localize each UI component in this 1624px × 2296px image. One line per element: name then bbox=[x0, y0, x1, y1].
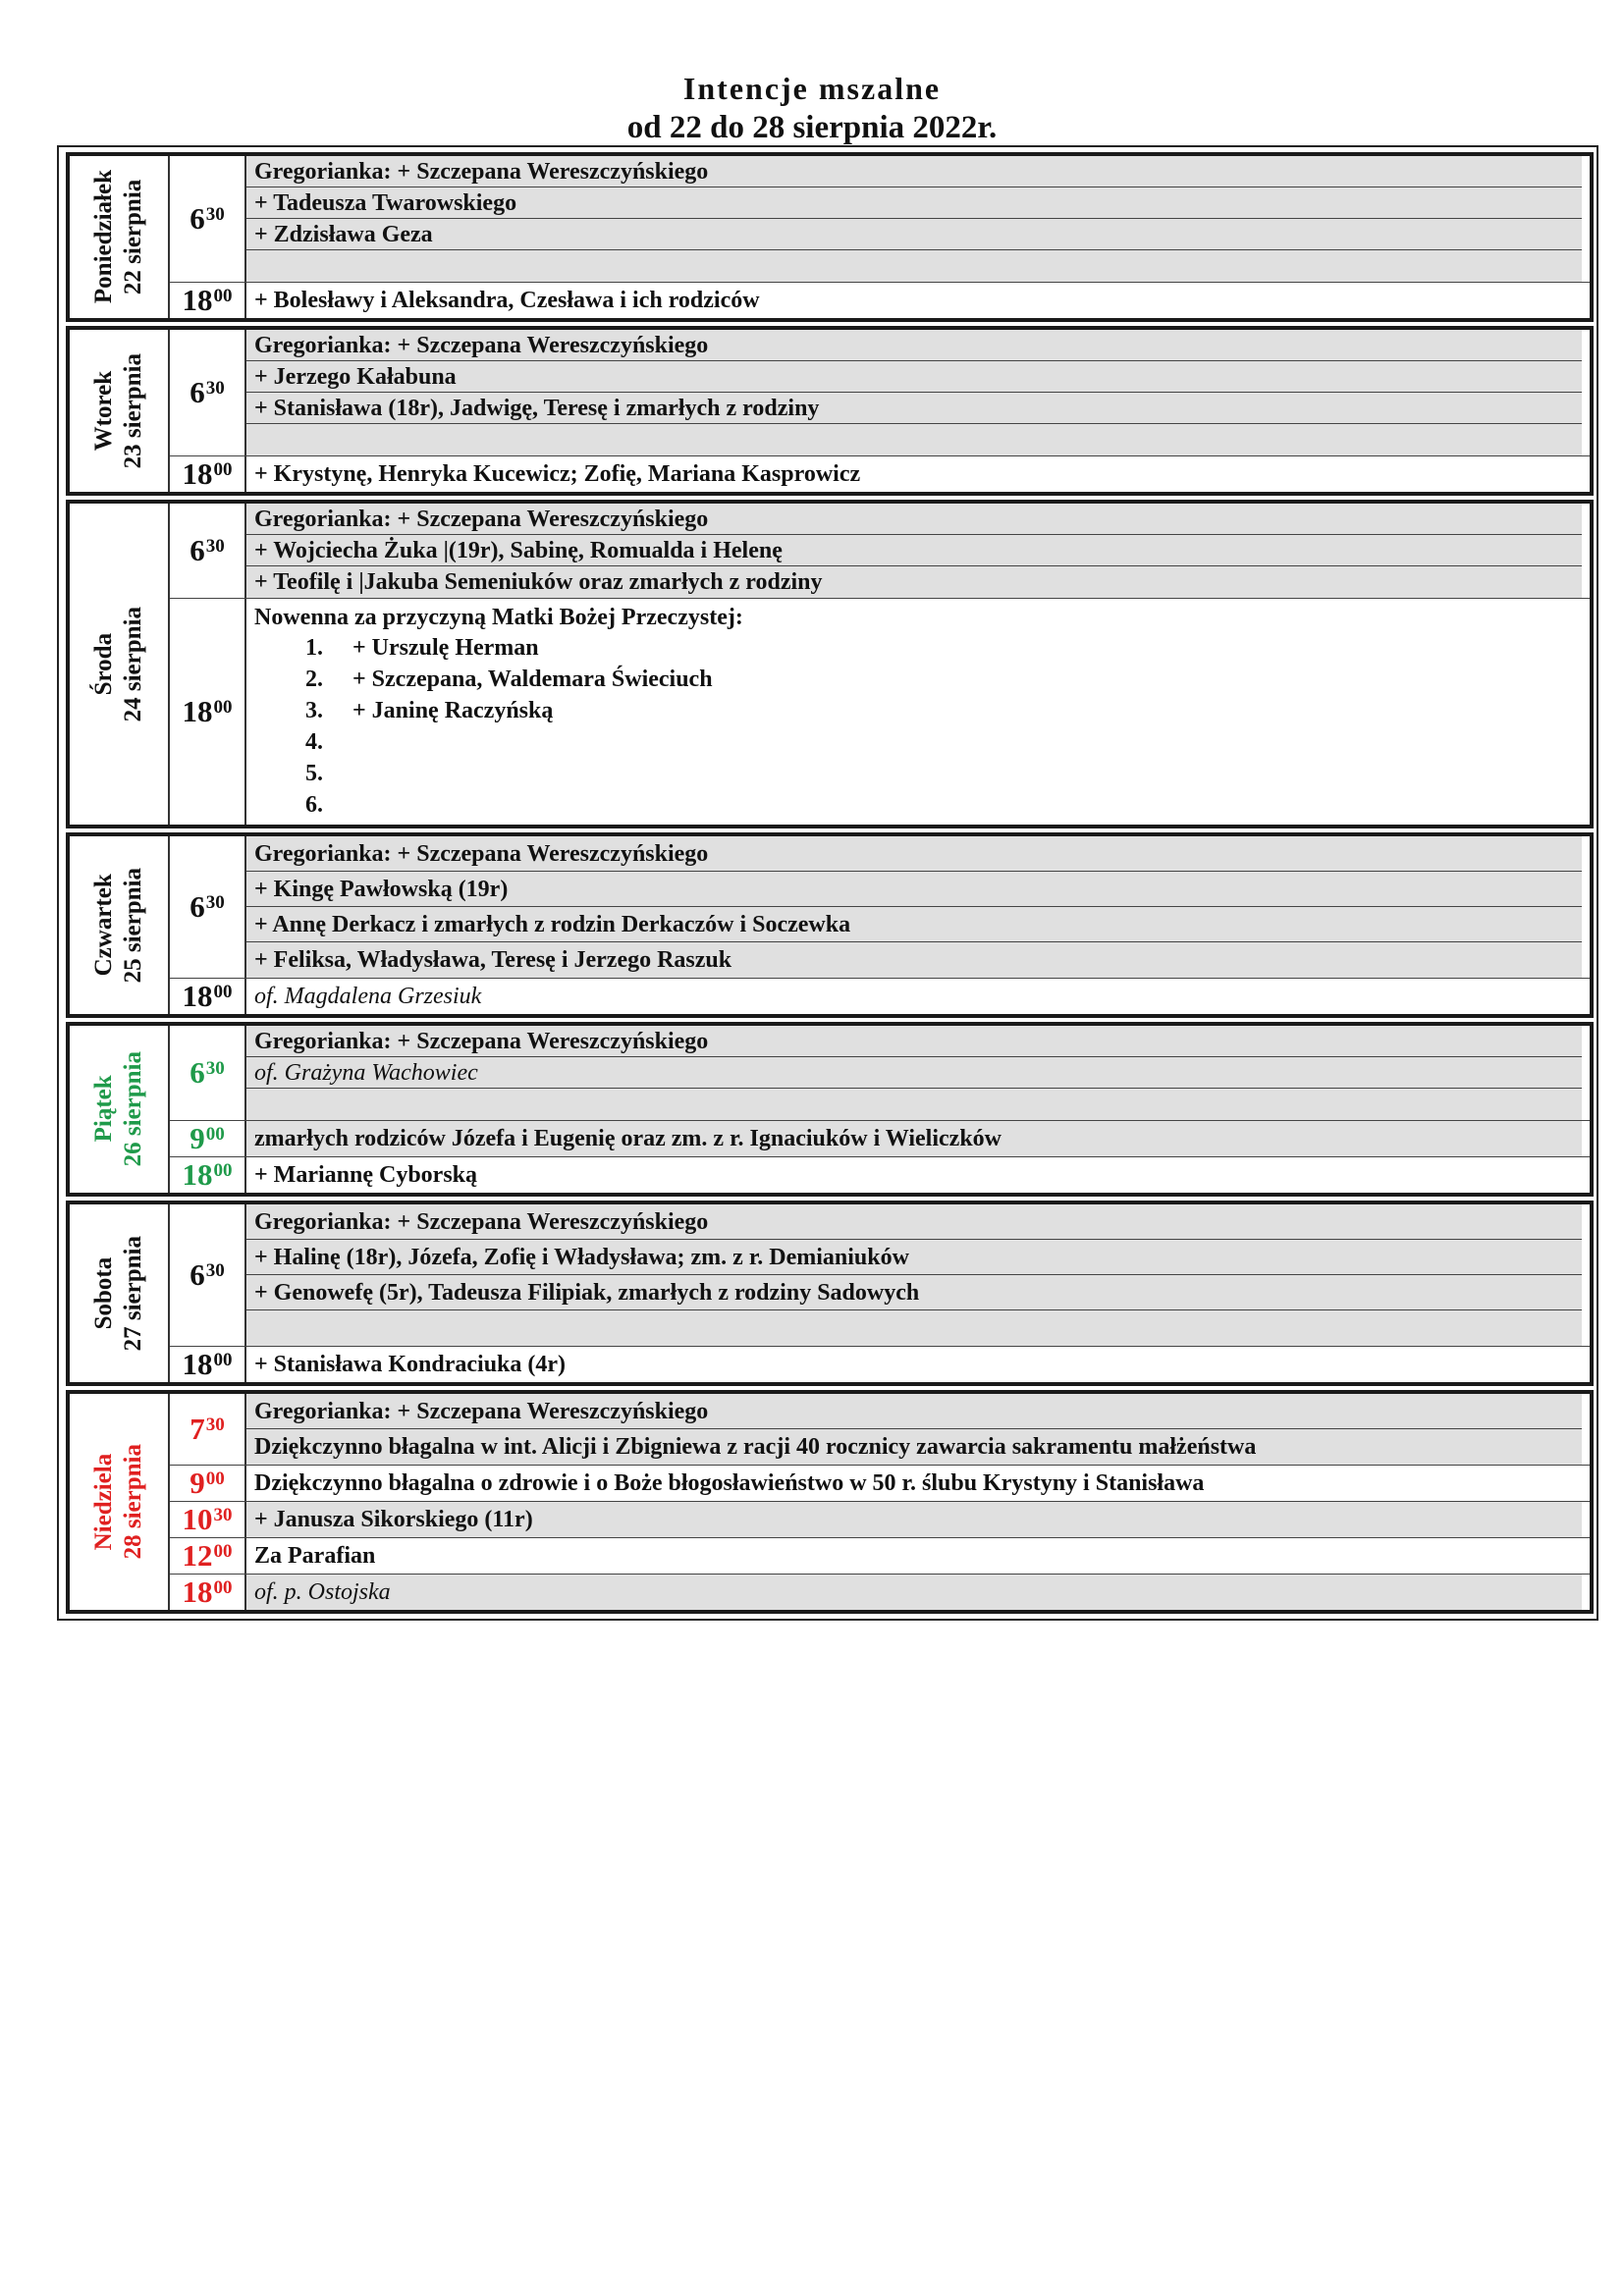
mass-time: 10 $^{30}$ bbox=[170, 1502, 246, 1537]
intention-row: + Annę Derkacz i zmarłych z rodzin Derkaczów i Soczewka bbox=[246, 907, 1582, 942]
mass bbox=[170, 1394, 1590, 1465]
day-date: 25 sierpnia bbox=[120, 867, 146, 984]
novena-item: 4. bbox=[305, 729, 323, 755]
intention-row: Gregorianka: + Szczepana Wereszczyńskiego bbox=[246, 156, 1582, 187]
mass bbox=[170, 455, 1590, 492]
day-name: Piątek bbox=[90, 1075, 117, 1144]
mass bbox=[170, 330, 1590, 455]
mass-time: 9 $^{00}$ bbox=[170, 1466, 246, 1501]
intention-row: + Mariannę Cyborską bbox=[246, 1157, 1582, 1193]
intention-row: + Zdzisława Geza bbox=[246, 219, 1582, 250]
day-friday bbox=[66, 1022, 1594, 1197]
day-saturday bbox=[66, 1201, 1594, 1386]
mass bbox=[170, 978, 1590, 1014]
page-title: Intencje mszalne bbox=[682, 71, 942, 106]
intention-row: + Teofilę i |Jakuba Semeniuków oraz zmarłych z rodziny bbox=[246, 566, 1582, 598]
day-label bbox=[70, 1026, 170, 1193]
intention-row: Dziękczynno błagalna o zdrowie i o Boże błogosławieństwo w 50 r. ślubu Krystyny i Stanisława bbox=[246, 1466, 1582, 1501]
intention-row: Gregorianka: + Szczepana Wereszczyńskiego bbox=[246, 1026, 1582, 1057]
day-name: Niedziela bbox=[90, 1453, 117, 1551]
novena-item: 3. + Janinę Raczyńską bbox=[305, 698, 554, 723]
intention-row bbox=[246, 1310, 1582, 1346]
mass bbox=[170, 1204, 1590, 1346]
intention-row: Gregorianka: + Szczepana Wereszczyńskiego bbox=[246, 1204, 1582, 1240]
mass bbox=[170, 282, 1590, 318]
intention-row: Za Parafian bbox=[246, 1538, 1582, 1574]
mass-time: 7 $^{30}$ bbox=[170, 1394, 246, 1465]
mass bbox=[170, 598, 1590, 825]
mass-time: 18 $^{00}$ bbox=[170, 1347, 246, 1382]
mass bbox=[170, 1574, 1590, 1610]
day-date: 23 sierpnia bbox=[120, 352, 146, 469]
intention-row: + Stanisława (18r), Jadwigę, Teresę i zmarłych z rodziny bbox=[246, 393, 1582, 424]
page-header bbox=[0, 69, 1624, 147]
intention-row: Gregorianka: + Szczepana Wereszczyńskiego bbox=[246, 1394, 1582, 1429]
day-tuesday bbox=[66, 326, 1594, 496]
intention-row: Dziękczynno błagalna w int. Alicji i Zbigniewa z racji 40 rocznicy zawarcia sakramentu małżeństwa bbox=[246, 1429, 1582, 1465]
novena-heading: Nowenna za przyczyną Matki Bożej Przeczystej: bbox=[254, 605, 743, 630]
day-name: Wtorek bbox=[90, 370, 117, 452]
schedule-table bbox=[57, 145, 1598, 1621]
day-thursday bbox=[66, 832, 1594, 1018]
mass bbox=[170, 1501, 1590, 1537]
day-name: Poniedziałek bbox=[90, 170, 117, 304]
intention-row: + Halinę (18r), Józefa, Zofię i Władysława; zm. z r. Demianiuków bbox=[246, 1240, 1582, 1275]
intention-row bbox=[246, 1089, 1582, 1120]
day-monday bbox=[66, 152, 1594, 322]
mass bbox=[170, 1346, 1590, 1382]
novena-block bbox=[246, 599, 1582, 825]
mass bbox=[170, 504, 1590, 598]
mass bbox=[170, 1156, 1590, 1193]
mass bbox=[170, 1537, 1590, 1574]
mass-time: 18 $^{00}$ bbox=[170, 1575, 246, 1610]
day-date: 26 sierpnia bbox=[120, 1051, 146, 1167]
day-name: Czwartek bbox=[90, 874, 117, 977]
mass-time: 6 $^{30}$ bbox=[170, 836, 246, 978]
intention-row: + Genowefę (5r), Tadeusza Filipiak, zmarłych z rodziny Sadowych bbox=[246, 1275, 1582, 1310]
mass-time: 18 $^{00}$ bbox=[170, 283, 246, 318]
day-name: Sobota bbox=[90, 1256, 117, 1330]
mass-time: 18 $^{00}$ bbox=[170, 456, 246, 492]
day-wednesday bbox=[66, 500, 1594, 828]
intention-row: + Krystynę, Henryka Kucewicz; Zofię, Mariana Kasprowicz bbox=[246, 456, 1582, 492]
mass-time: 6 $^{30}$ bbox=[170, 330, 246, 455]
mass-time: 12 $^{00}$ bbox=[170, 1538, 246, 1574]
intention-row: + Tadeusza Twarowskiego bbox=[246, 187, 1582, 219]
page-subtitle: od 22 do 28 sierpnia 2022r. bbox=[626, 110, 998, 145]
day-sunday bbox=[66, 1390, 1594, 1614]
mass-time: 6 $^{30}$ bbox=[170, 1026, 246, 1120]
day-date: 24 sierpnia bbox=[120, 606, 146, 722]
intention-row bbox=[246, 250, 1582, 282]
intention-row: + Bolesławy i Aleksandra, Czesława i ich rodziców bbox=[246, 283, 1582, 318]
intention-row: of. p. Ostojska bbox=[246, 1575, 1582, 1610]
day-name: Środa bbox=[90, 632, 117, 696]
day-label bbox=[70, 1394, 170, 1610]
intention-row: Gregorianka: + Szczepana Wereszczyńskiego bbox=[246, 504, 1582, 535]
mass bbox=[170, 156, 1590, 282]
day-date: 22 sierpnia bbox=[120, 179, 146, 295]
mass bbox=[170, 1120, 1590, 1156]
intention-row: Gregorianka: + Szczepana Wereszczyńskiego bbox=[246, 330, 1582, 361]
day-label bbox=[70, 504, 170, 825]
intention-row: + Feliksa, Władysława, Teresę i Jerzego Raszuk bbox=[246, 942, 1582, 978]
novena-item: 1. + Urszulę Herman bbox=[305, 635, 539, 661]
intention-row: + Kingę Pawłowską (19r) bbox=[246, 872, 1582, 907]
mass-time: 6 $^{30}$ bbox=[170, 1204, 246, 1346]
day-date: 27 sierpnia bbox=[120, 1235, 146, 1352]
mass bbox=[170, 1465, 1590, 1501]
intention-row: of. Grażyna Wachowiec bbox=[246, 1057, 1582, 1089]
novena-item: 5. bbox=[305, 761, 323, 786]
mass bbox=[170, 836, 1590, 978]
day-date: 28 sierpnia bbox=[120, 1444, 146, 1560]
mass-time: 6 $^{30}$ bbox=[170, 156, 246, 282]
intention-row: + Jerzego Kałabuna bbox=[246, 361, 1582, 393]
intention-row: + Wojciecha Żuka |(19r), Sabinę, Romualda i Helenę bbox=[246, 535, 1582, 566]
intention-row: + Janusza Sikorskiego (11r) bbox=[246, 1502, 1582, 1537]
intention-row: + Stanisława Kondraciuka (4r) bbox=[246, 1347, 1582, 1382]
mass-time: 6 $^{30}$ bbox=[170, 504, 246, 598]
mass bbox=[170, 1026, 1590, 1120]
day-label bbox=[70, 836, 170, 1014]
intention-row: of. Magdalena Grzesiuk bbox=[246, 979, 1582, 1014]
mass-time: 18 $^{00}$ bbox=[170, 979, 246, 1014]
intention-row bbox=[246, 424, 1582, 455]
novena-item: 6. bbox=[305, 792, 323, 818]
mass-time: 18 $^{00}$ bbox=[170, 1157, 246, 1193]
novena-item: 2. + Szczepana, Waldemara Świeciuch bbox=[305, 667, 713, 692]
intention-row: zmarłych rodziców Józefa i Eugenię oraz zm. z r. Ignaciuków i Wieliczków bbox=[246, 1121, 1582, 1156]
day-label bbox=[70, 1204, 170, 1382]
mass-time: 9 $^{00}$ bbox=[170, 1121, 246, 1156]
mass-time: 18 $^{00}$ bbox=[170, 599, 246, 825]
day-label bbox=[70, 156, 170, 318]
intention-row: Gregorianka: + Szczepana Wereszczyńskiego bbox=[246, 836, 1582, 872]
day-label bbox=[70, 330, 170, 492]
